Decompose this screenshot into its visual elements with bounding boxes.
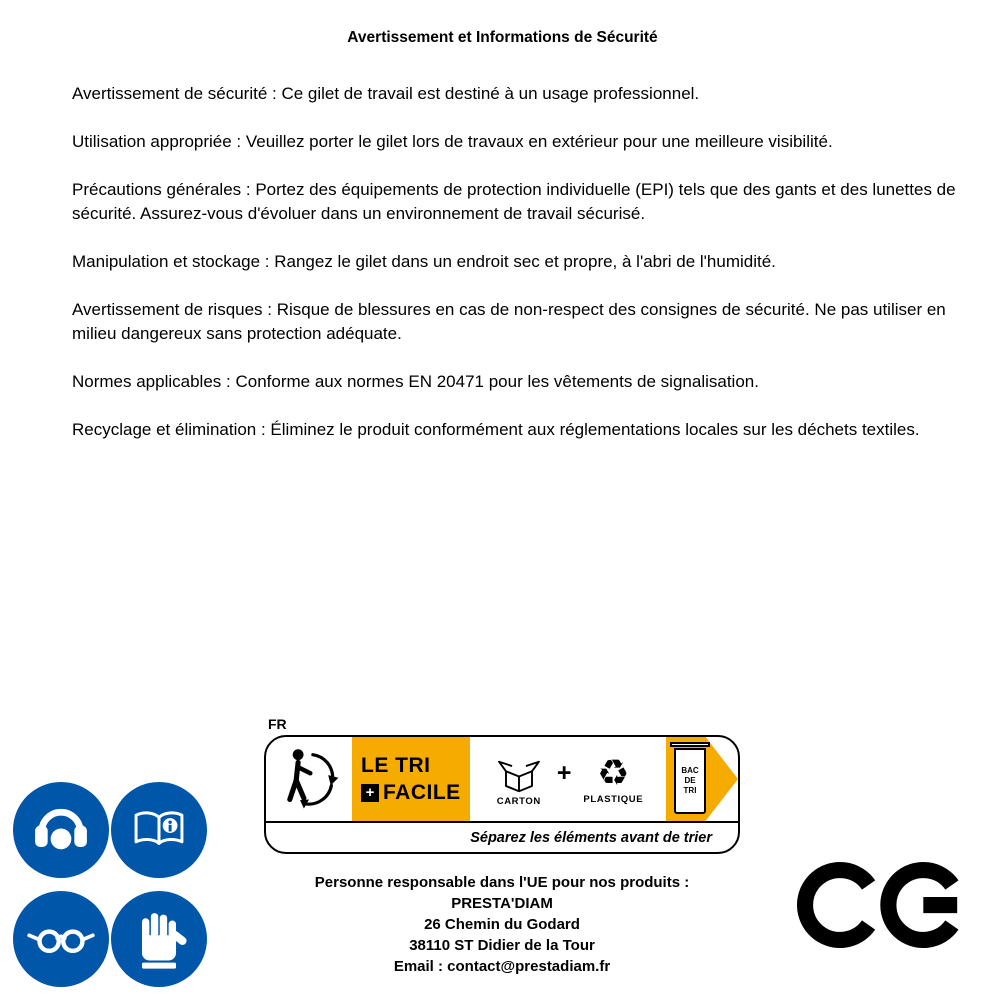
le-tri-label: LE TRI xyxy=(361,753,431,777)
facile-label: FACILE xyxy=(383,780,461,804)
safety-pictograms xyxy=(13,782,207,987)
safety-paragraph: Précautions générales : Portez des équipements de protection individuelle (EPI) tels que des gants et des lunettes de sécurité. Assurez-vous d'évoluer dans un environnement de travail sécurisé. xyxy=(72,180,956,223)
safety-paragraph: Normes applicables : Conforme aux normes EN 20471 pour les vêtements de signalisation. xyxy=(72,372,759,391)
recycling-arrows-icon: ♻ xyxy=(597,751,630,793)
wear-eye-protection-icon xyxy=(13,891,109,987)
page-title: Avertissement et Informations de Sécurité xyxy=(347,29,658,46)
company-name: PRESTA'DIAM xyxy=(451,895,553,912)
safety-paragraph: Avertissement de risques : Risque de blessures en cas de non-respect des consignes de sécurité. Ne pas utiliser en milieu dangereux sans protection adéquate. xyxy=(72,300,946,343)
plus-icon: + xyxy=(361,784,379,802)
bin-chevron-block xyxy=(666,737,738,821)
wear-protective-gloves-icon xyxy=(111,891,207,987)
ce-logo-icon xyxy=(797,851,969,959)
open-book-icon xyxy=(122,793,196,867)
contact-email: Email : contact@prestadiam.fr xyxy=(393,958,611,975)
triman-figure-icon xyxy=(277,744,341,814)
banner-top-row xyxy=(266,737,738,821)
read-instruction-manual-icon xyxy=(111,782,207,878)
carton-material xyxy=(493,752,545,807)
materials-block xyxy=(470,737,666,821)
safety-paragraph: Manipulation et stockage : Rangez le gilet dans un endroit sec et propre, à l'abri de l'humidité. xyxy=(72,252,776,271)
safety-goggles-icon xyxy=(24,902,98,976)
safety-paragraph: Recyclage et élimination : Éliminez le produit conformément aux réglementations locales sur les déchets textiles. xyxy=(72,420,920,439)
street-address: 26 Chemin du Godard xyxy=(424,916,580,933)
le-tri-facile-block xyxy=(352,737,470,821)
glove-icon xyxy=(122,902,196,976)
bin-label: BAC xyxy=(681,766,699,775)
responsible-intro: Personne responsable dans l'UE pour nos produits : xyxy=(314,874,690,891)
plastique-label: PLASTIQUE xyxy=(583,793,644,805)
facile-row xyxy=(361,781,470,805)
country-code-label: FR xyxy=(268,716,287,732)
ce-marking xyxy=(797,851,969,959)
safety-paragraph: Avertissement de sécurité : Ce gilet de travail est destiné à un usage professionnel. xyxy=(72,84,700,103)
recycling-sorting-banner xyxy=(264,735,740,854)
plastique-material xyxy=(583,751,644,805)
carton-label: CARTON xyxy=(496,795,541,807)
responsible-block xyxy=(252,872,752,977)
bin-label: TRI xyxy=(683,786,697,795)
bin-label: DE xyxy=(684,776,696,785)
wear-ear-protection-icon xyxy=(13,782,109,878)
safety-text-block xyxy=(72,82,969,466)
ear-muffs-icon xyxy=(24,793,98,867)
triman-icon xyxy=(266,737,352,821)
plus-separator: + xyxy=(556,758,572,787)
sorting-tagline: Séparez les éléments avant de trier xyxy=(266,821,738,852)
city-address: 38110 ST Didier de la Tour xyxy=(409,937,595,954)
sorting-bin-icon xyxy=(670,742,710,814)
carton-box-icon xyxy=(493,752,545,794)
safety-paragraph: Utilisation appropriée : Veuillez porter le gilet lors de travaux en extérieur pour une meilleure visibilité. xyxy=(72,132,833,151)
bin-lid xyxy=(670,742,710,747)
bin-body xyxy=(674,748,706,814)
